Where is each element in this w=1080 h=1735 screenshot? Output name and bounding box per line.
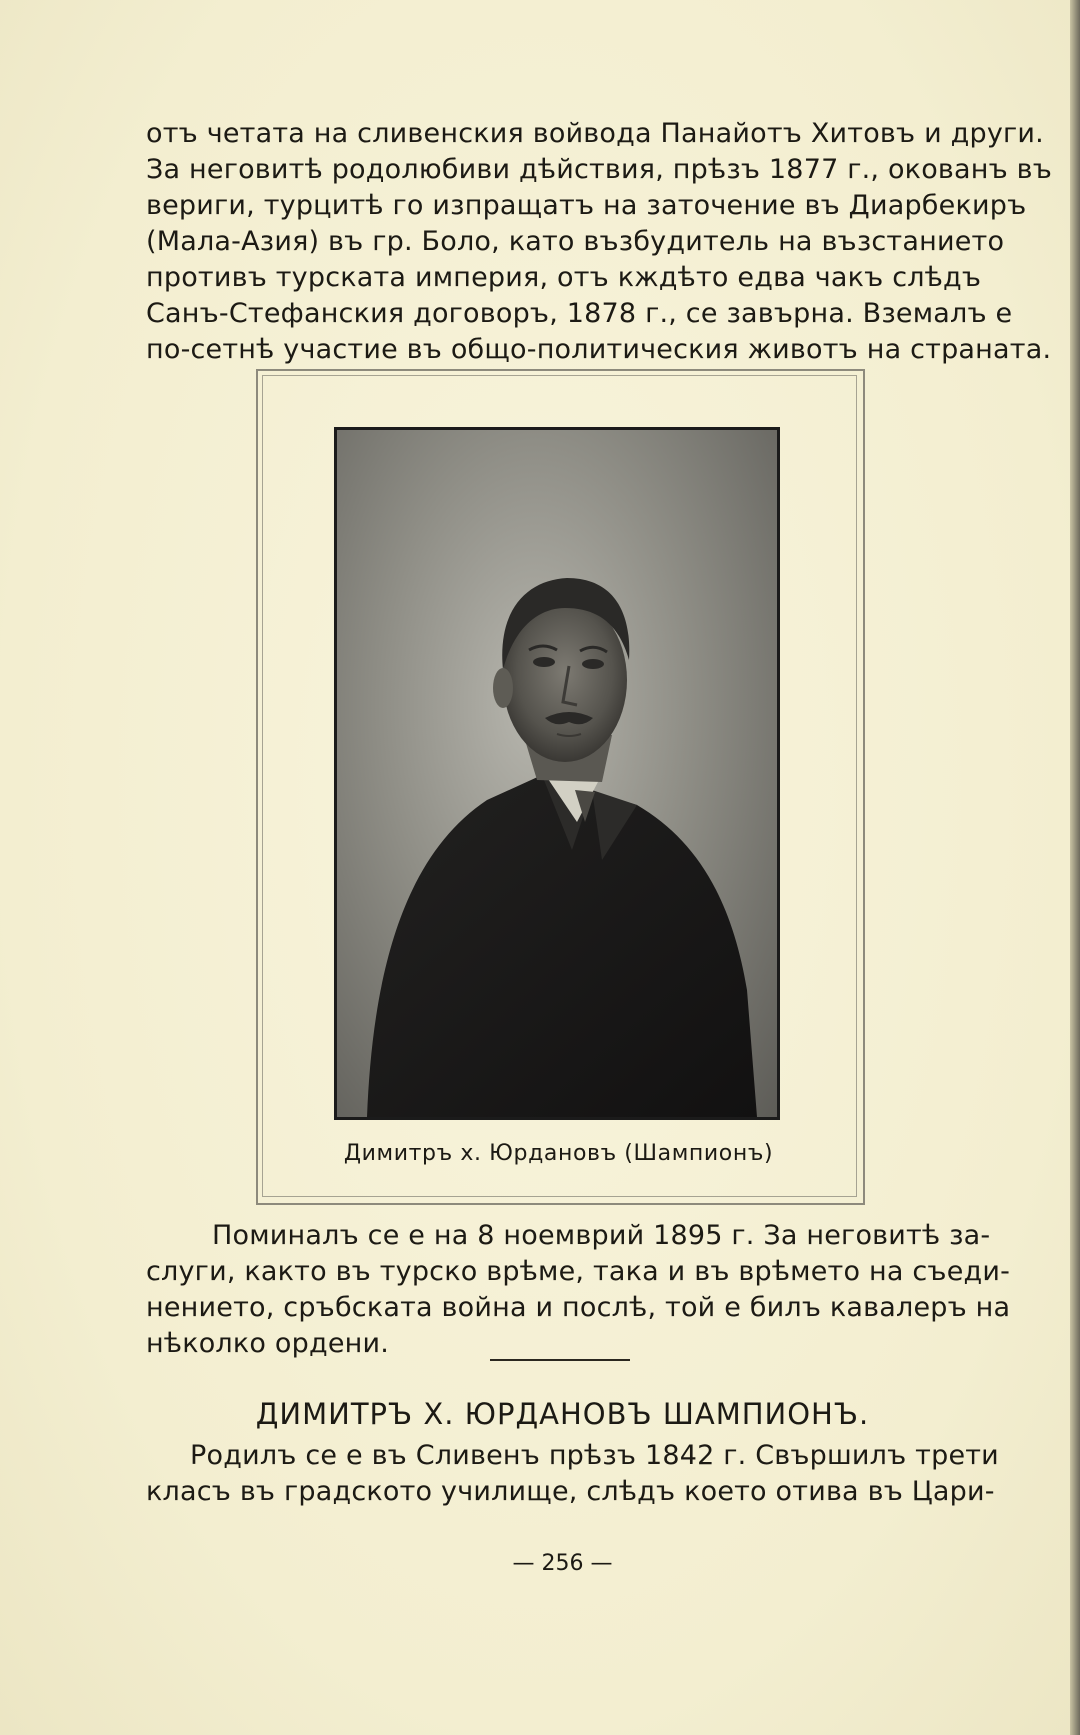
text-line: по-сетнѣ участие въ общо-политическия животъ на страната. [146,334,1052,365]
section-divider [490,1359,630,1361]
text-line: (Мала-Азия) въ гр. Боло, като възбудитель на възстанието [146,226,1005,257]
portrait-illustration [337,430,777,1117]
text-line: класъ въ градското училище, слѣдъ което отива въ Цари- [146,1476,995,1507]
text-line: Санъ-Стефанския договоръ, 1878 г., се завърна. Вземалъ е [146,298,1013,329]
text-line: отъ четата на сливенския войвода Панайотъ Хитовъ и други. [146,118,1044,149]
text-line: вериги, турцитѣ го изпращатъ на заточение въ Диарбекиръ [146,190,1027,221]
section-paragraph [146,1438,999,1510]
portrait-photo [334,427,780,1120]
page-number: — 256 — [512,1551,613,1576]
text-line: противъ турската империя, отъ кждѣто едва чакъ слѣдъ [146,262,982,293]
text-line: Родилъ се е въ Сливенъ прѣзъ 1842 г. Свършилъ трети [190,1440,999,1471]
text-line: слуги, както въ турско врѣме, така и въ врѣмето на съеди- [146,1256,1011,1287]
photo-caption: Димитръ х. Юрдановъ (Шампионъ) [343,1141,774,1166]
text-line: За неговитѣ родолюбиви дѣйствия, прѣзъ 1877 г., окованъ въ [146,154,1053,185]
text-line: нѣколко ордени. [146,1328,390,1359]
text-line: Поминалъ се е на 8 ноемврий 1895 г. За неговитѣ за- [212,1220,991,1251]
top-paragraph [146,116,1053,368]
text-line: нението, сръбската война и послѣ, той е билъ кавалеръ на [146,1292,1011,1323]
bottom-paragraph [146,1218,1011,1362]
page-edge-shadow [1070,0,1080,1735]
section-title: ДИМИТРЪ Х. ЮРДАНОВЪ ШАМПИОНЪ. [255,1397,870,1431]
